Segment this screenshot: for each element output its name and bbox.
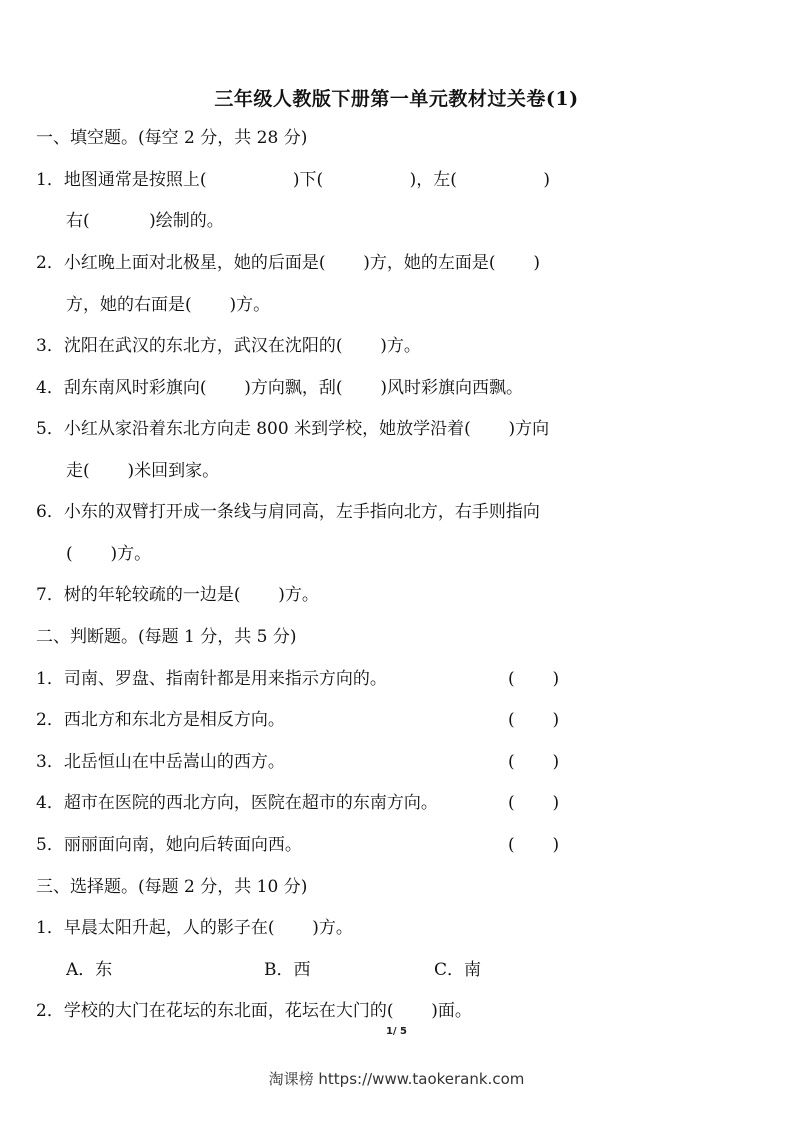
s3-q1-option-b: B．西	[264, 960, 311, 980]
s3-q1-option-c: C．南	[434, 960, 482, 980]
s2-q3: 3．北岳恒山在中岳嵩山的西方。	[36, 752, 285, 772]
section2-heading: 二、判断题。(每题 1 分，共 5 分)	[36, 627, 297, 647]
s1-q3: 3．沈阳在武汉的东北方，武汉在沈阳的( )方。	[36, 336, 421, 356]
s1-q6-line1: 6．小东的双臂打开成一条线与肩同高，左手指向北方，右手则指向	[36, 502, 540, 522]
s1-q7: 7．树的年轮较疏的一边是( )方。	[36, 585, 319, 605]
s1-q2-line1: 2．小红晚上面对北极星，她的后面是( )方，她的左面是( )	[36, 253, 540, 273]
s3-q2: 2．学校的大门在花坛的东北面，花坛在大门的( )面。	[36, 1001, 472, 1021]
s2-q1: 1．司南、罗盘、指南针都是用来指示方向的。	[36, 669, 387, 689]
s1-q4: 4．刮东南风时彩旗向( )方向飘，刮( )风时彩旗向西飘。	[36, 378, 523, 398]
s3-q1: 1．早晨太阳升起，人的影子在( )方。	[36, 918, 353, 938]
s2-q3-answer-paren: ( )	[508, 752, 560, 772]
page-number: 1/ 5	[385, 1026, 408, 1037]
section3-heading: 三、选择题。(每题 2 分，共 10 分)	[36, 877, 308, 897]
s1-q1-line1: 1．地图通常是按照上( )下( )，左( )	[36, 170, 550, 190]
page-title: 三年级人教版下册第一单元教材过关卷(1)	[214, 88, 579, 110]
s2-q2: 2．西北方和东北方是相反方向。	[36, 710, 285, 730]
section1-heading: 一、填空题。(每空 2 分，共 28 分)	[36, 128, 308, 148]
s2-q1-answer-paren: ( )	[508, 669, 560, 689]
s1-q5-line1: 5．小红从家沿着东北方向走 800 米到学校，她放学沿着( )方向	[36, 419, 550, 439]
s2-q4-answer-paren: ( )	[508, 793, 560, 813]
footer-watermark: 淘课榜 https://www.taokerank.com	[268, 1070, 525, 1088]
s2-q4: 4．超市在医院的西北方向，医院在超市的东南方向。	[36, 793, 438, 813]
s1-q2-line2: 方，她的右面是( )方。	[66, 295, 271, 315]
s2-q5: 5．丽丽面向南，她向后转面向西。	[36, 835, 302, 855]
s1-q1-line2: 右( )绘制的。	[66, 211, 224, 231]
s2-q5-answer-paren: ( )	[508, 835, 560, 855]
s1-q6-line2: ( )方。	[66, 544, 152, 564]
s3-q1-option-a: A．东	[66, 960, 113, 980]
s1-q5-line2: 走( )米回到家。	[66, 461, 220, 481]
s2-q2-answer-paren: ( )	[508, 710, 560, 730]
